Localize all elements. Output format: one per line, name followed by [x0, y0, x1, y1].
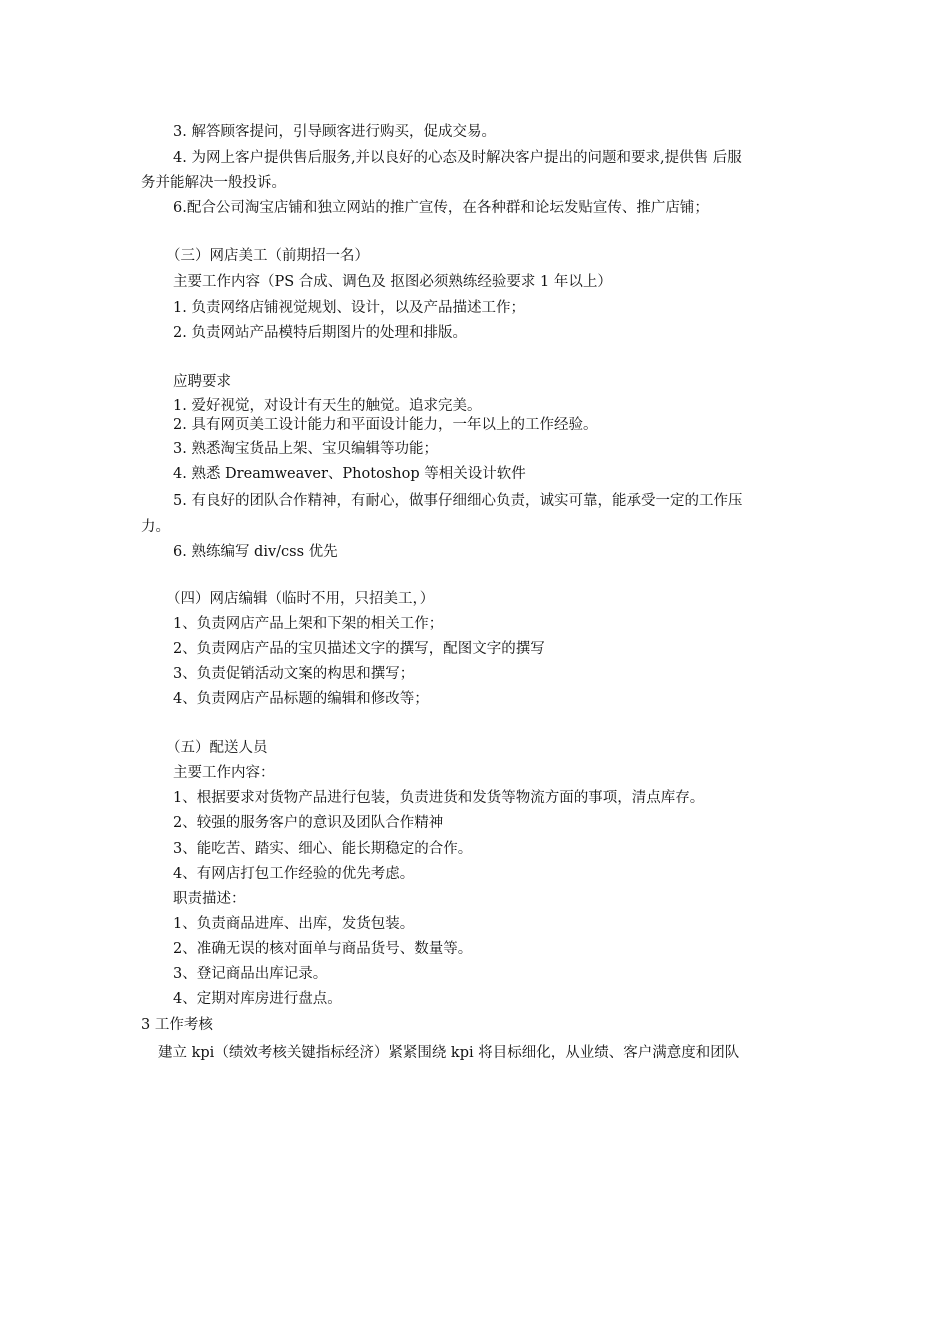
- subheading: 应聘要求: [173, 374, 231, 390]
- text-line: 4. 熟悉 Dreamweaver、Photoshop 等相关设计软件: [173, 466, 526, 482]
- text-line: 2. 负责网站产品模特后期图片的处理和排版。: [173, 325, 467, 341]
- section-heading: （三）网店美工（前期招一名）: [166, 248, 369, 264]
- text-line: 2、负责网店产品的宝贝描述文字的撰写，配图文字的撰写: [173, 641, 545, 657]
- section-heading: （四）网店编辑（临时不用，只招美工，）: [166, 591, 435, 607]
- text-line: 4. 为网上客户提供售后服务,并以良好的心态及时解决客户提出的问题和要求,提供售 后服: [173, 150, 742, 166]
- section-heading: （五）配送人员: [166, 740, 268, 756]
- text-line: 3、登记商品出库记录。: [173, 966, 328, 982]
- text-line: 2. 具有网页美工设计能力和平面设计能力，一年以上的工作经验。: [173, 417, 598, 433]
- text-line: 5. 有良好的团队合作精神，有耐心，做事仔细细心负责，诚实可靠，能承受一定的工作压: [173, 493, 743, 509]
- text-line: 力。: [141, 519, 170, 535]
- text-line: 1、根据要求对货物产品进行包装，负责进货和发货等物流方面的事项，清点库存。: [173, 790, 705, 806]
- text-line: 3、负责促销活动文案的构思和撰写；: [173, 666, 415, 682]
- chapter-heading: 3 工作考核: [141, 1017, 213, 1033]
- text-line: 主要工作内容（PS 合成、调色及 抠图必须熟练经验要求 1 年以上）: [173, 274, 612, 290]
- text-line: 6.配合公司淘宝店铺和独立网站的推广宣传，在各种群和论坛发贴宣传、推广店铺；: [173, 200, 709, 216]
- text-line: 1. 爱好视觉，对设计有天生的触觉。追求完美。: [173, 398, 482, 414]
- text-line: 4、有网店打包工作经验的优先考虑。: [173, 866, 415, 882]
- text-line: 1、负责商品进库、出库，发货包装。: [173, 916, 415, 932]
- subheading: 主要工作内容：: [173, 765, 275, 781]
- text-line: 1、负责网店产品上架和下架的相关工作；: [173, 616, 444, 632]
- text-line: 务并能解决一般投诉。: [141, 175, 286, 191]
- text-line: 6. 熟练编写 div/css 优先: [173, 544, 338, 560]
- text-line: 2、较强的服务客户的意识及团队合作精神: [173, 815, 444, 831]
- text-line: 2、准确无误的核对面单与商品货号、数量等。: [173, 941, 473, 957]
- text-line: 3. 熟悉淘宝货品上架、宝贝编辑等功能；: [173, 441, 438, 457]
- text-line: 1. 负责网络店铺视觉规划、设计，以及产品描述工作；: [173, 300, 525, 316]
- text-line: 3、能吃苦、踏实、细心、能长期稳定的合作。: [173, 841, 473, 857]
- text-line: 4、负责网店产品标题的编辑和修改等；: [173, 691, 429, 707]
- text-line: 建立 kpi（绩效考核关键指标经济）紧紧围绕 kpi 将目标细化，从业绩、客户满意度和团队: [158, 1045, 740, 1061]
- text-line: 4、定期对库房进行盘点。: [173, 991, 342, 1007]
- subheading: 职责描述：: [173, 891, 246, 907]
- text-line: 3. 解答顾客提问，引导顾客进行购买，促成交易。: [173, 124, 496, 140]
